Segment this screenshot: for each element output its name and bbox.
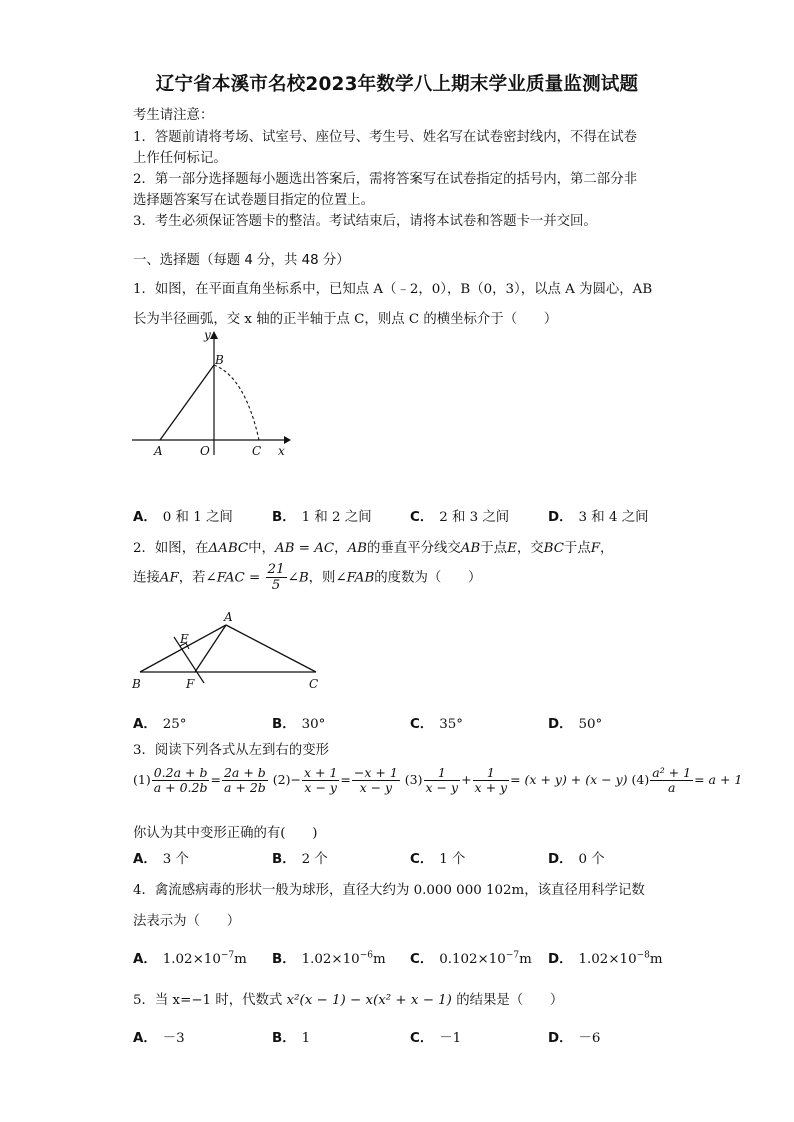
q1-stem-line-1: 1．如图，在平面直角坐标系中，已知点 A（﹣2，0），B（0，3），以点 A 为圆心，AB <box>133 282 653 297</box>
q4-option-d: D． $1.02\times 10^{-8}m$ <box>548 950 663 967</box>
q3-question: 你认为其中变形正确的有( ) <box>133 826 318 841</box>
q2-stem-line-1: 2．如图，在ΔABC中，AB = AC，AB的垂直平分线交AB于点E，交BC于点F， <box>133 541 614 556</box>
expr-1: (1) $\frac{0.2a + b}{a + 0.2b}$ = $\frac{2a + b}{a + 2b}$ <box>133 765 266 796</box>
expr-3: (3) $\frac{1}{x - y}$ + $\frac{1}{x + y}$ = (x + y) + (x − y) <box>404 765 628 796</box>
label-o: O <box>200 444 210 458</box>
label-c: C <box>309 677 319 691</box>
label-a: A <box>154 444 163 458</box>
q3-option-a: A． 3 个 <box>133 852 189 867</box>
segment-ab <box>160 365 214 440</box>
expr-4: (4) $\frac{\text{a² + 1}}{a}$ = a + 1 <box>631 765 743 796</box>
section-heading: 一、选择题（每题 4 分，共 48 分） <box>133 253 350 268</box>
q5-option-b: B． 1 <box>272 1031 311 1046</box>
q1-option-c: C． 2 和 3 之间 <box>410 510 510 525</box>
q4-option-b: B． $1.02\times 10^{-6}m$ <box>272 950 386 967</box>
q3-option-d: D． 0 个 <box>548 852 605 867</box>
q4-stem-line-2: 法表示为（ ） <box>133 914 241 929</box>
notice-line-2: 上作任何标记。 <box>133 151 227 166</box>
notice-line-3: 2．第一部分选择题每小题选出答案后，需将答案写在试卷指定的括号内，第二部分非 <box>133 172 637 187</box>
notice-heading: 考生请注意： <box>133 108 214 123</box>
q5-option-a: A． －3 <box>133 1031 185 1046</box>
label-y: y <box>204 328 211 342</box>
segment-af <box>195 625 226 672</box>
q2-option-d: D． 50° <box>548 717 603 732</box>
label-b: B <box>132 677 141 691</box>
q3-stem: 3．阅读下列各式从左到右的变形 <box>133 743 329 758</box>
q1-stem-line-2: 长为半径画弧，交 x 轴的正半轴于点 C，则点 C 的横坐标介于（ ） <box>133 312 558 327</box>
q5-option-d: D． －6 <box>548 1031 601 1046</box>
segment-ac <box>226 625 316 672</box>
page-title: 辽宁省本溪市名校2023年数学八上期末学业质量监测试题 <box>155 74 639 95</box>
q4-option-c: C． $0.102\times 10^{-7}m$ <box>410 950 532 967</box>
label-b: B <box>215 353 224 367</box>
label-c: C <box>252 444 262 458</box>
q2-fraction: $\frac{21}{5}$ <box>267 562 285 594</box>
q2-option-a: A． 25° <box>133 717 187 732</box>
expr-2: (2)− $\frac{x + 1}{x - y}$ = $\frac{-x + 1}{x - y}$ <box>272 765 398 796</box>
q4-stem-line-1: 4．禽流感病毒的形状一般为球形，直径大约为 0.000 000 102m，该直径用科学记数 <box>133 883 645 898</box>
q1-option-b: B． 1 和 2 之间 <box>272 510 372 525</box>
arc-from-b-to-c <box>214 365 259 440</box>
label-x: x <box>278 444 285 458</box>
notice-line-5: 3．考生必须保证答题卡的整洁。考试结束后，请将本试卷和答题卡一并交回。 <box>133 214 597 229</box>
notice-line-1: 1．答题前请将考场、试室号、座位号、考生号、姓名写在试卷密封线内，不得在试卷 <box>133 130 637 145</box>
q2-option-b: B． 30° <box>272 717 326 732</box>
q3-option-b: B． 2 个 <box>272 852 328 867</box>
label-a: A <box>224 610 233 624</box>
notice-line-4: 选择题答案写在试卷题目指定的位置上。 <box>133 193 375 208</box>
label-f: F <box>186 677 195 691</box>
q2-figure <box>128 605 328 693</box>
y-axis-arrow <box>210 331 218 339</box>
q3-option-c: C． 1 个 <box>410 852 466 867</box>
q1-figure <box>128 325 298 460</box>
q2-stem-line-2: 连接AF，若∠FAC = $\frac{21}{5}$ ∠B，则∠FAB的度数为（ ） <box>133 562 482 594</box>
q1-option-a: A． 0 和 1 之间 <box>133 510 233 525</box>
x-axis-arrow <box>284 436 291 444</box>
q1-option-d: D． 3 和 4 之间 <box>548 510 649 525</box>
q5-option-c: C． －1 <box>410 1031 462 1046</box>
q4-option-a: A． $1.02\times 10^{-7}m$ <box>133 950 247 967</box>
q2-option-c: C． 35° <box>410 717 463 732</box>
label-e: E <box>180 632 189 646</box>
q3-expressions <box>133 766 742 796</box>
q5-stem: 5．当 x=−1 时，代数式 x²(x − 1) − x(x² + x − 1) 的结果是（ ） <box>133 993 564 1008</box>
